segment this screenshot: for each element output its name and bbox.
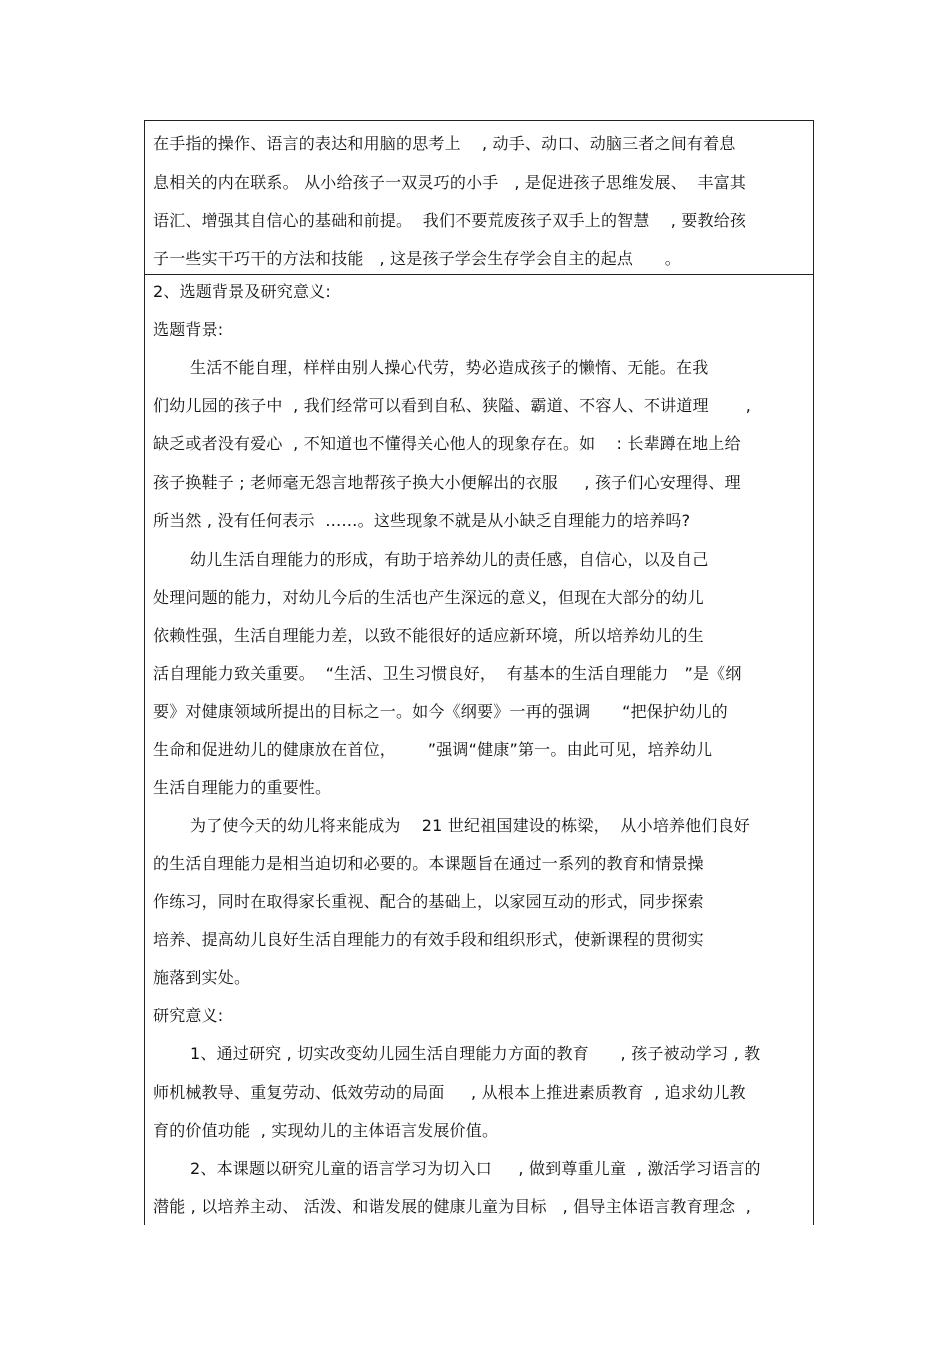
text-line: 施落到实处。 bbox=[153, 968, 251, 987]
text-line: 息相关的内在联系。 从小给孩子一双灵巧的小手 , 是促进孩子思维发展、 丰富其 bbox=[153, 173, 747, 192]
text-line: 作练习，同时在取得家长重视、配合的基础上，以家园互动的形式，同步探索 bbox=[153, 892, 704, 911]
text-line: 育的价值功能 , 实现幼儿的主体语言发展价值。 bbox=[153, 1121, 499, 1140]
text-line: 处理问题的能力，对幼儿今后的生活也产生深远的意义，但现在大部分的幼儿 bbox=[153, 588, 704, 607]
table-cell-intro bbox=[145, 121, 813, 275]
text-line: 培养、提高幼儿良好生活自理能力的有效手段和组织形式，使新课程的贯彻实 bbox=[153, 930, 704, 949]
text-line: 语汇、增强其自信心的基础和前提。 我们不要荒废孩子双手上的智慧 , 要教给孩 bbox=[153, 211, 747, 230]
text-line: 子一些实干巧干的方法和技能 , 这是孩子学会生存学会自主的起点 。 bbox=[153, 249, 681, 268]
text-line: 的生活自理能力是相当迫切和必要的。本课题旨在通过一系列的教育和情景操 bbox=[153, 854, 704, 873]
subheading-significance: 研究意义: bbox=[153, 1006, 224, 1025]
text-line: 幼儿生活自理能力的形成，有助于培养幼儿的责任感，自信心，以及自己 bbox=[153, 550, 709, 569]
section-heading: 2、选题背景及研究意义: bbox=[153, 282, 331, 301]
document-table bbox=[144, 120, 814, 1225]
text-line: 生活自理能力的重要性。 bbox=[153, 778, 332, 797]
text-line: 要》对健康领域所提出的目标之一。如今《纲要》一再的强调 “把保护幼儿的 bbox=[153, 702, 728, 721]
text-line: 2、本课题以研究儿童的语言学习为切入口 , 做到尊重儿童 , 激活学习语言的 bbox=[153, 1159, 761, 1178]
text-line: 1、通过研究 , 切实改变幼儿园生活自理能力方面的教育 , 孩子被动学习 , 教 bbox=[153, 1044, 761, 1063]
text-line: 活自理能力致关重要。 “生活、卫生习惯良好， 有基本的生活自理能力 ”是《纲 bbox=[153, 664, 742, 683]
text-line: 孩子换鞋子 ; 老师毫无怨言地帮孩子换大小便解出的衣服 , 孩子们心安理得、理 bbox=[153, 473, 741, 492]
text-line: 所当然 , 没有任何表示 ……。这些现象不就是从小缺乏自理能力的培养吗? bbox=[153, 511, 691, 530]
text-line: 在手指的操作、语言的表达和用脑的思考上 , 动手、动口、动脑三者之间有着息 bbox=[153, 134, 736, 153]
text-line: 生命和促进幼儿的健康放在首位， ”强调“健康”第一。由此可见，培养幼儿 bbox=[153, 740, 713, 759]
text-line: 们幼儿园的孩子中 , 我们经常可以看到自私、狭隘、霸道、不容人、不讲道理 , bbox=[153, 396, 752, 415]
text-line: 生活不能自理，样样由别人操心代劳，势必造成孩子的懒惰、无能。在我 bbox=[153, 358, 709, 377]
text-line: 潜能 , 以培养主动、 活泼、和谐发展的健康儿童为目标 , 倡导主体语言教育理念 , bbox=[153, 1197, 752, 1216]
text-line: 为了使今天的幼儿将来能成为 21 世纪祖国建设的栋梁， 从小培养他们良好 bbox=[153, 816, 750, 835]
text-line: 依赖性强，生活自理能力差，以致不能很好的适应新环境，所以培养幼儿的生 bbox=[153, 626, 704, 645]
subheading-background: 选题背景: bbox=[153, 320, 224, 339]
text-line: 师机械教导、重复劳动、低效劳动的局面 , 从根本上推进素质教育 , 追求幼儿教 bbox=[153, 1083, 746, 1102]
text-line: 缺乏或者没有爱心 , 不知道也不懂得关心他人的现象存在。如 : 长辈蹲在地上给 bbox=[153, 434, 741, 453]
table-cell-background bbox=[145, 275, 813, 1225]
